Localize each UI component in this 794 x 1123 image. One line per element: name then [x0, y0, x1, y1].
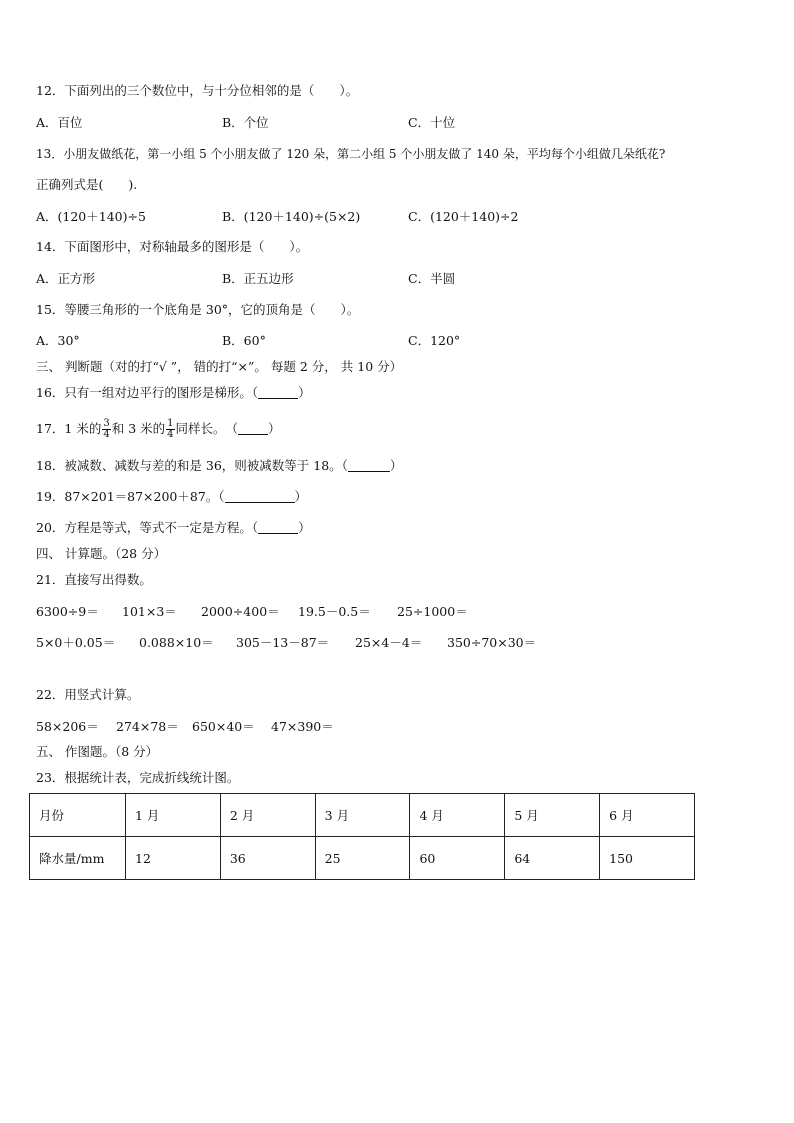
q20-answer-blank[interactable] [258, 520, 298, 534]
q16-close: ） [298, 385, 311, 400]
q16 [36, 384, 311, 402]
table-header-cell: 1 月 [126, 794, 221, 837]
q17-frac1-denominator: 4 [103, 429, 110, 440]
q17-post: 同样长。 （ [175, 421, 239, 436]
q20-text: 20．方程是等式，等式不一定是方程。（ [36, 520, 259, 535]
q17-answer-blank[interactable] [238, 421, 268, 435]
section-5-heading: 五、 作图题。（8 分） [36, 744, 159, 759]
table-header-cell: 5 月 [505, 794, 600, 837]
table-cell: 降水量/mm [30, 837, 126, 880]
q18 [36, 457, 402, 475]
q21-row2-item1: 5×0＋0.05＝ [36, 635, 116, 650]
q17-frac1-numerator: 3 [103, 418, 110, 429]
q15-option-c: C．120° [408, 333, 461, 348]
q12-option-b: B．个位 [222, 115, 269, 130]
q21-row2-item4: 25×4－4＝ [355, 635, 423, 650]
q21-row2-item2: 0.088×10＝ [139, 635, 214, 650]
table-cell: 150 [600, 837, 695, 880]
q22-item3: 650×40＝ [192, 719, 255, 734]
q21-row1-item5: 25÷1000＝ [397, 604, 468, 619]
table-header-cell: 2 月 [220, 794, 315, 837]
q15-option-b: B．60° [222, 333, 266, 348]
q21-row2-item5: 350÷70×30＝ [447, 635, 537, 650]
q22-item2: 274×78＝ [116, 719, 179, 734]
q12-option-a: A．百位 [36, 115, 83, 130]
q12-option-c: C．十位 [408, 115, 456, 130]
q14-option-c: C．半圆 [408, 271, 456, 286]
q21-row2-item3: 305－13－87＝ [236, 635, 330, 650]
precipitation-table [29, 793, 695, 880]
q18-answer-blank[interactable] [348, 458, 390, 472]
q14-option-a: A．正方形 [36, 271, 96, 286]
q21-row1-item4: 19.5－0.5＝ [298, 604, 371, 619]
q13-option-a: A．(120＋140)÷5 [36, 209, 146, 224]
table-cell: 36 [220, 837, 315, 880]
q17-close: ） [268, 421, 281, 436]
q17-pre: 17．1 米的 [36, 421, 102, 436]
table-row [30, 837, 695, 880]
q17-frac2-numerator: 1 [167, 418, 174, 429]
q20-close: ） [298, 520, 311, 535]
table-row [30, 794, 695, 837]
section-4-heading: 四、 计算题。（28 分） [36, 546, 167, 561]
q21-row1-item2: 101×3＝ [122, 604, 177, 619]
q17 [36, 416, 281, 442]
table-cell: 12 [126, 837, 221, 880]
q19-close: ） [294, 489, 308, 504]
table-cell: 60 [410, 837, 505, 880]
q17-mid: 和 3 米的 [111, 421, 166, 436]
q19-text: 19．87×201＝87×200＋87。（ [36, 489, 225, 504]
q13-stem-line2: 正确列式是( ). [36, 177, 138, 192]
table-header-cell: 月份 [30, 794, 126, 837]
q16-text: 16．只有一组对边平行的图形是梯形。（ [36, 385, 259, 400]
table-header-cell: 6 月 [600, 794, 695, 837]
q18-close: ） [389, 458, 403, 473]
q22-stem: 22．用竖式计算。 [36, 687, 140, 702]
q14-stem: 14．下面图形中，对称轴最多的图形是（ ）。 [36, 239, 309, 254]
q22-item1: 58×206＝ [36, 719, 99, 734]
q20 [36, 519, 311, 537]
q19-answer-blank[interactable] [225, 489, 295, 503]
q15-option-a: A．30° [36, 333, 80, 348]
table-cell: 25 [315, 837, 410, 880]
q18-text: 18．被减数、减数与差的和是 36，则被减数等于 18。（ [36, 458, 348, 473]
q23-stem: 23．根据统计表，完成折线统计图。 [36, 770, 240, 785]
section-3-heading: 三、 判断题（对的打“√ ”， 错的打“×”。 每题 2 分， 共 10 分） [36, 359, 403, 374]
q17-fraction-1 [102, 419, 110, 440]
q12-stem: 12．下面列出的三个数位中，与十分位相邻的是（ ）。 [36, 83, 359, 98]
q16-answer-blank[interactable] [258, 385, 298, 399]
q17-frac2-denominator: 4 [167, 429, 174, 440]
q14-option-b: B．正五边形 [222, 271, 294, 286]
q22-item4: 47×390＝ [271, 719, 334, 734]
q17-fraction-2 [166, 419, 174, 440]
q21-row1-item1: 6300÷9＝ [36, 604, 99, 619]
table-cell: 64 [505, 837, 600, 880]
q21-row1-item3: 2000÷400＝ [201, 604, 280, 619]
q15-stem: 15．等腰三角形的一个底角是 30°，它的顶角是（ ）。 [36, 302, 360, 317]
q13-option-b: B．(120＋140)÷(5×2) [222, 209, 361, 224]
q21-stem: 21．直接写出得数。 [36, 572, 152, 587]
table-header-cell: 4 月 [410, 794, 505, 837]
q19 [36, 488, 307, 506]
table-header-cell: 3 月 [315, 794, 410, 837]
q13-stem-line1: 13．小朋友做纸花，第一小组 5 个小朋友做了 120 朵，第二小组 5 个小朋友做了 140 朵，平均每个小组做几朵纸花? [36, 147, 666, 161]
q13-option-c: C．(120＋140)÷2 [408, 209, 519, 224]
